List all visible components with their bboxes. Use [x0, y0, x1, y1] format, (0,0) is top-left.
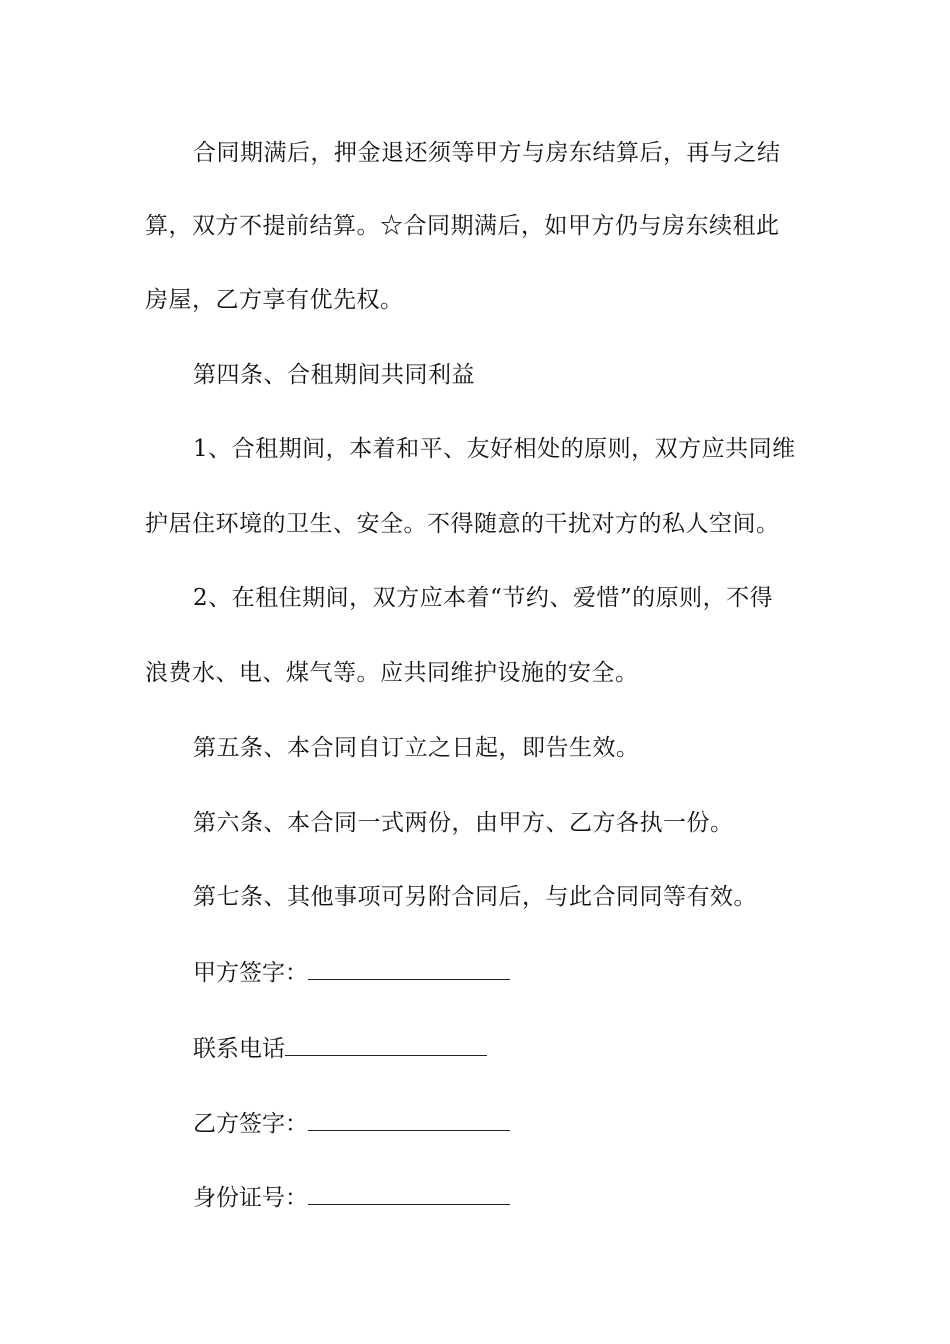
article-five: 第五条、本合同自订立之日起，即告生效。: [193, 735, 640, 761]
id-number-label: 身份证号：: [193, 1185, 308, 1211]
paragraph-line-2: 算，双方不提前结算。☆合同期满后，如甲方仍与房东续租此: [145, 213, 780, 239]
party-b-signature-row: [193, 1108, 510, 1139]
paragraph-line-3: 房屋，乙方享有优先权。: [145, 287, 404, 313]
party-a-signature-blank[interactable]: [308, 957, 510, 980]
article-four-heading: 第四条、合租期间共同利益: [193, 362, 475, 388]
party-a-signature-row: [193, 957, 510, 988]
id-number-row: [193, 1182, 510, 1213]
party-b-signature-label: 乙方签字：: [193, 1111, 308, 1137]
article-seven: 第七条、其他事项可另附合同后，与此合同同等有效。: [193, 884, 757, 910]
paragraph-line-6: 护居住环境的卫生、安全。不得随意的干扰对方的私人空间。: [145, 511, 780, 537]
party-b-signature-blank[interactable]: [308, 1108, 510, 1131]
paragraph-line-7: 2、在租住期间，双方应本着“节约、爱惜”的原则，不得: [193, 585, 774, 611]
phone-blank[interactable]: [285, 1033, 487, 1056]
id-number-blank[interactable]: [308, 1182, 510, 1205]
phone-label: 联系电话: [193, 1036, 285, 1062]
phone-row: [193, 1033, 487, 1064]
paragraph-line-5: 1、合租期间，本着和平、友好相处的原则，双方应共同维: [193, 436, 796, 462]
paragraph-line-8: 浪费水、电、煤气等。应共同维护设施的安全。: [145, 660, 639, 686]
party-a-signature-label: 甲方签字：: [193, 960, 308, 986]
article-six: 第六条、本合同一式两份，由甲方、乙方各执一份。: [193, 810, 734, 836]
paragraph-line-1: 合同期满后，押金退还须等甲方与房东结算后，再与之结: [193, 140, 781, 166]
